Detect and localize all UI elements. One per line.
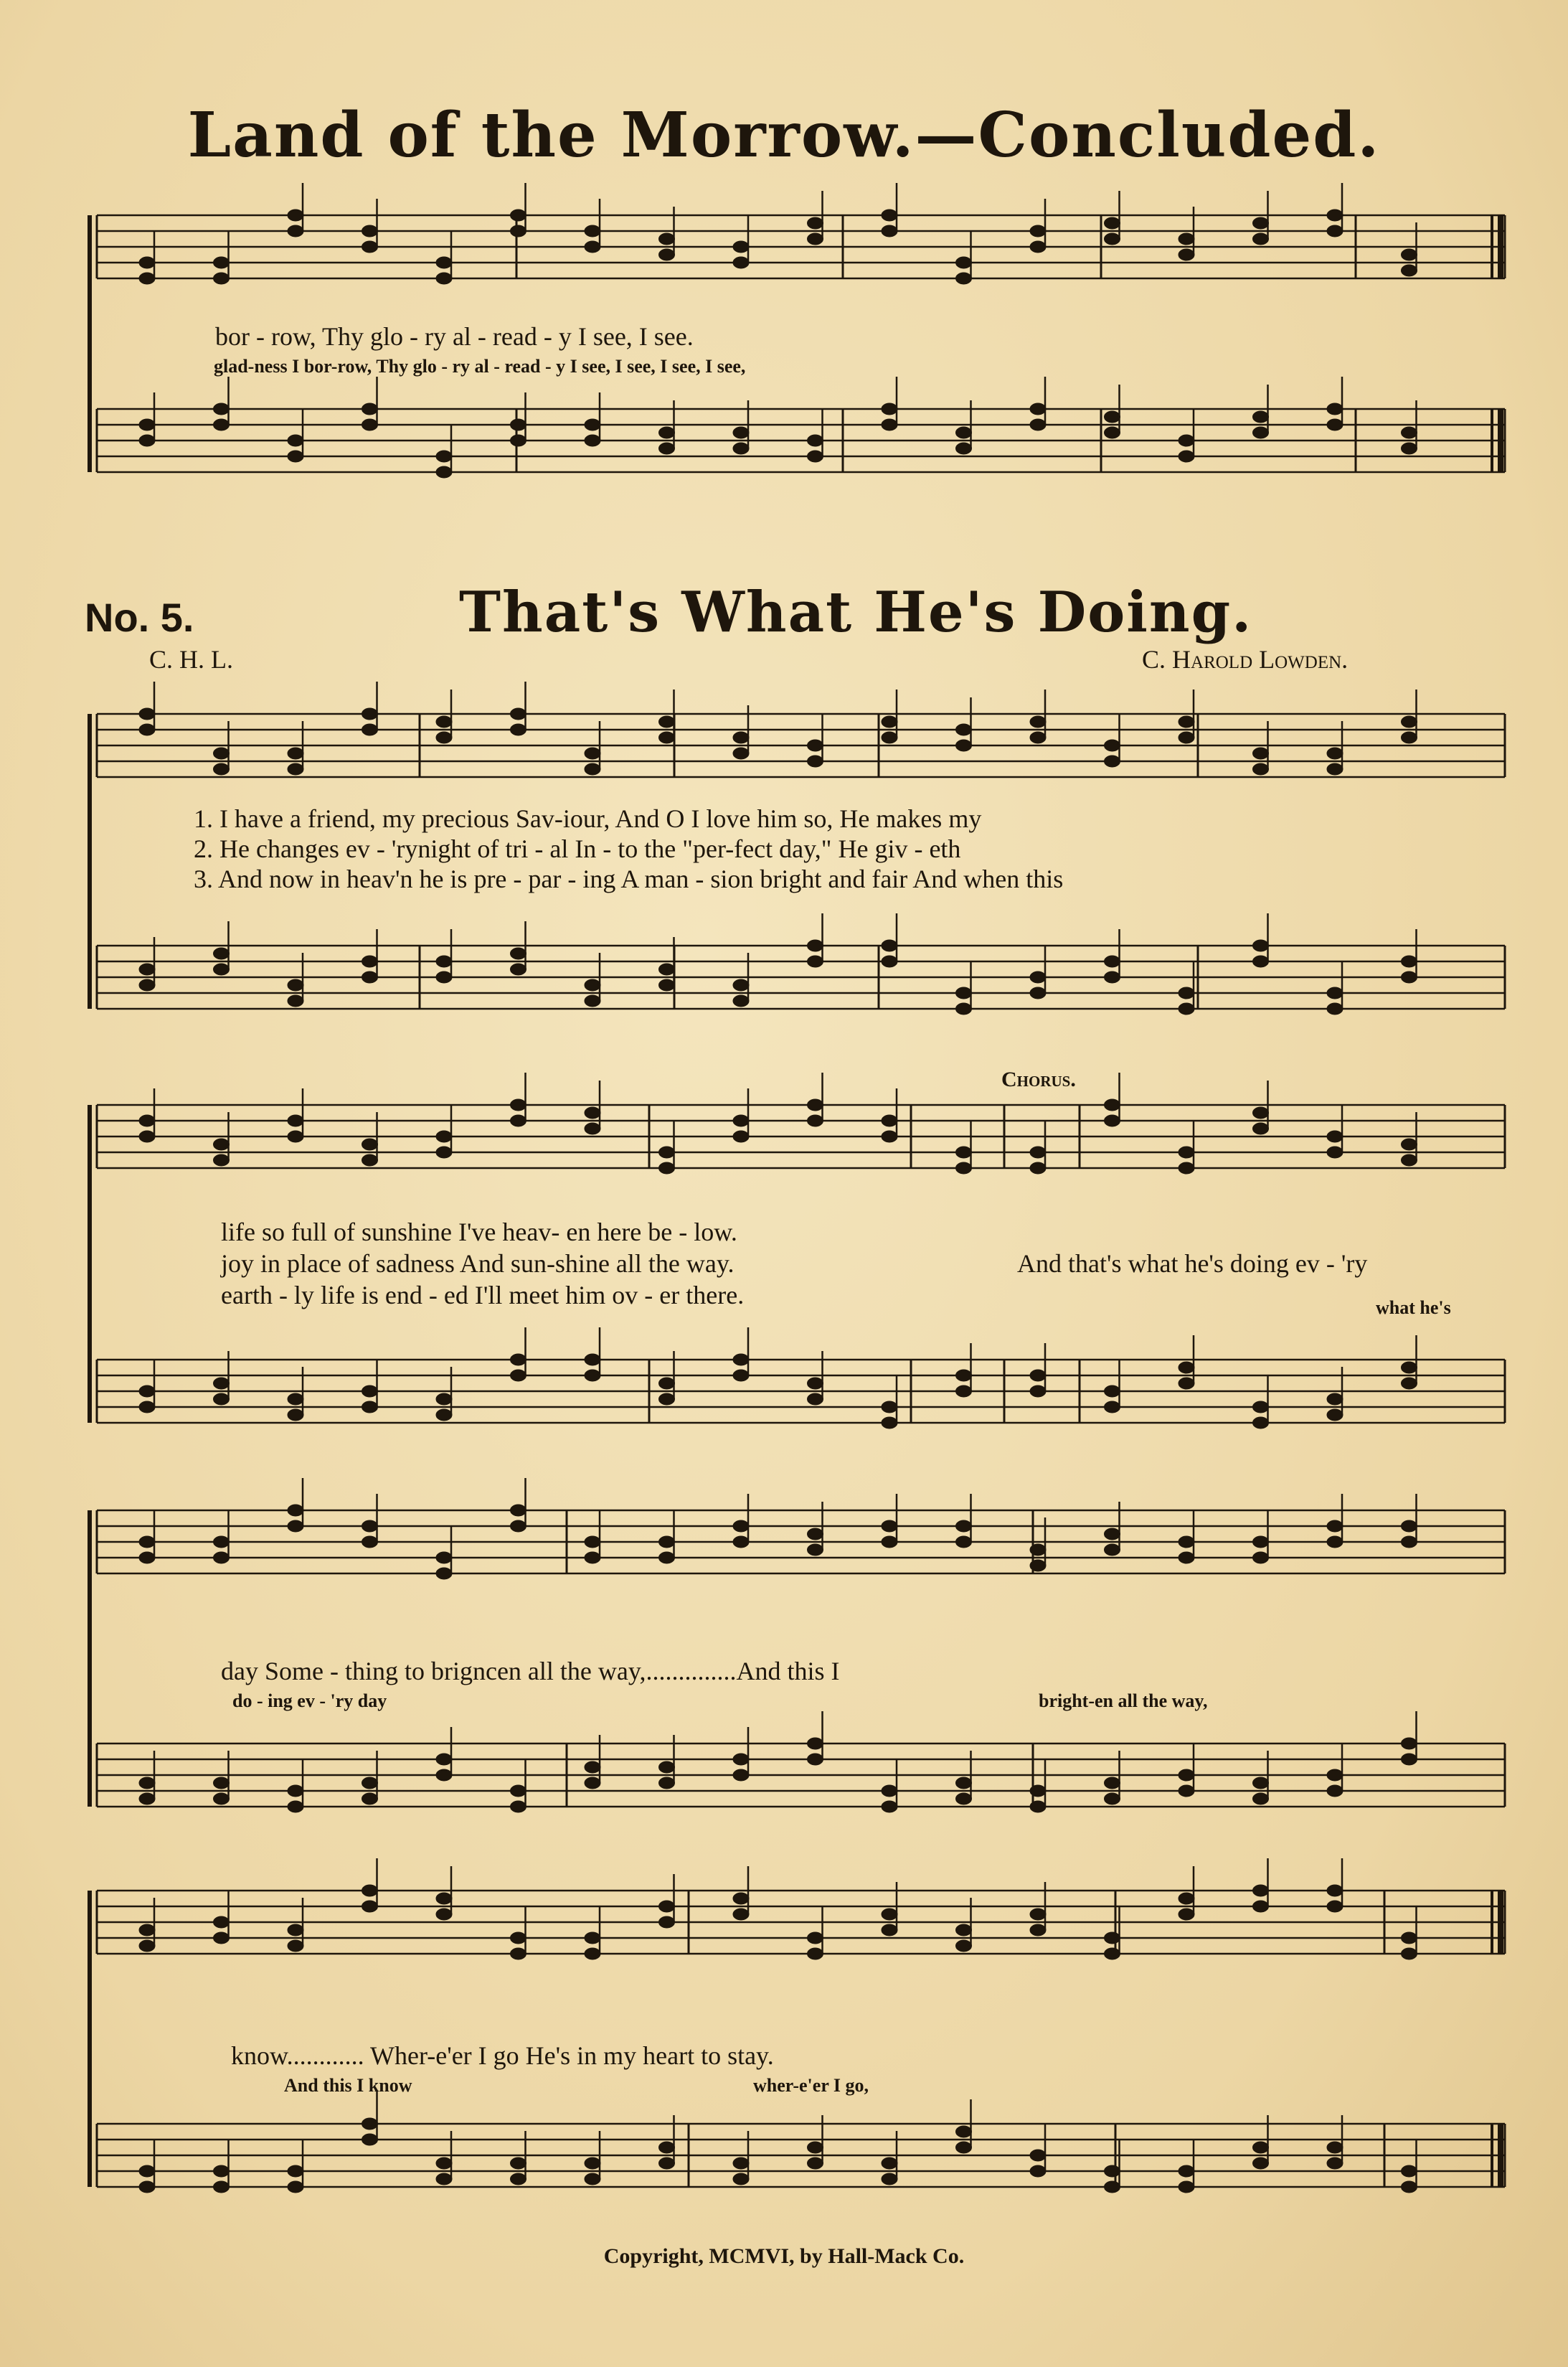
page-title: Land of the Morrow.—Concluded. [187, 99, 1381, 171]
copyright: Copyright, MCMVI, by Hall-Mack Co. [603, 2244, 965, 2268]
lyric-line: bor - row, Thy glo - ry al - read - y I see, I see. [215, 322, 694, 351]
verse-2: 2. He changes ev - 'rynight of tri - al In - to the "per-fect day," He giv - eth [194, 834, 961, 863]
verse-3: 3. And now in heav'n he is pre - par - ing A man - sion bright and fair And when this [194, 865, 1064, 893]
chorus-line-3-alt-a: And this I know [284, 2075, 412, 2096]
verse-1-cont: life so full of sunshine I've heav- en here be - low. [221, 1218, 737, 1246]
verse-1: 1. I have a friend, my precious Sav-iour, And O I love him so, He makes my [194, 804, 982, 833]
music-author: C. Harold Lowden. [1142, 645, 1349, 674]
hymn-number: No. 5. [85, 595, 194, 640]
lyric-line-alt: glad-ness I bor-row, Thy glo - ry al - read - y I see, I see, I see, I see, [214, 356, 746, 377]
chorus-line-1: And that's what he's doing ev - 'ry [1017, 1249, 1368, 1278]
chorus-line-1-alt: what he's [1376, 1297, 1451, 1318]
verse-2-cont: joy in place of sadness And sun-shine all the way. [221, 1249, 735, 1278]
chorus-line-2-alt-b: bright-en all the way, [1039, 1690, 1208, 1711]
words-author: C. H. L. [149, 645, 233, 674]
chorus-line-3-alt-b: wher-e'er I go, [753, 2075, 869, 2096]
chorus-line-3: know............ Wher-e'er I go He's in my heart to stay. [231, 2041, 774, 2070]
verse-3-cont: earth - ly life is end - ed I'll meet him ov - er there. [221, 1281, 745, 1309]
chorus-line-2-alt-a: do - ing ev - 'ry day [232, 1690, 387, 1711]
chorus-line-2: day Some - thing to brigncen all the way,..............And this I [221, 1657, 840, 1685]
hymn-title: That's What He's Doing. [459, 580, 1253, 645]
chorus-label: Chorus. [1001, 1068, 1076, 1091]
